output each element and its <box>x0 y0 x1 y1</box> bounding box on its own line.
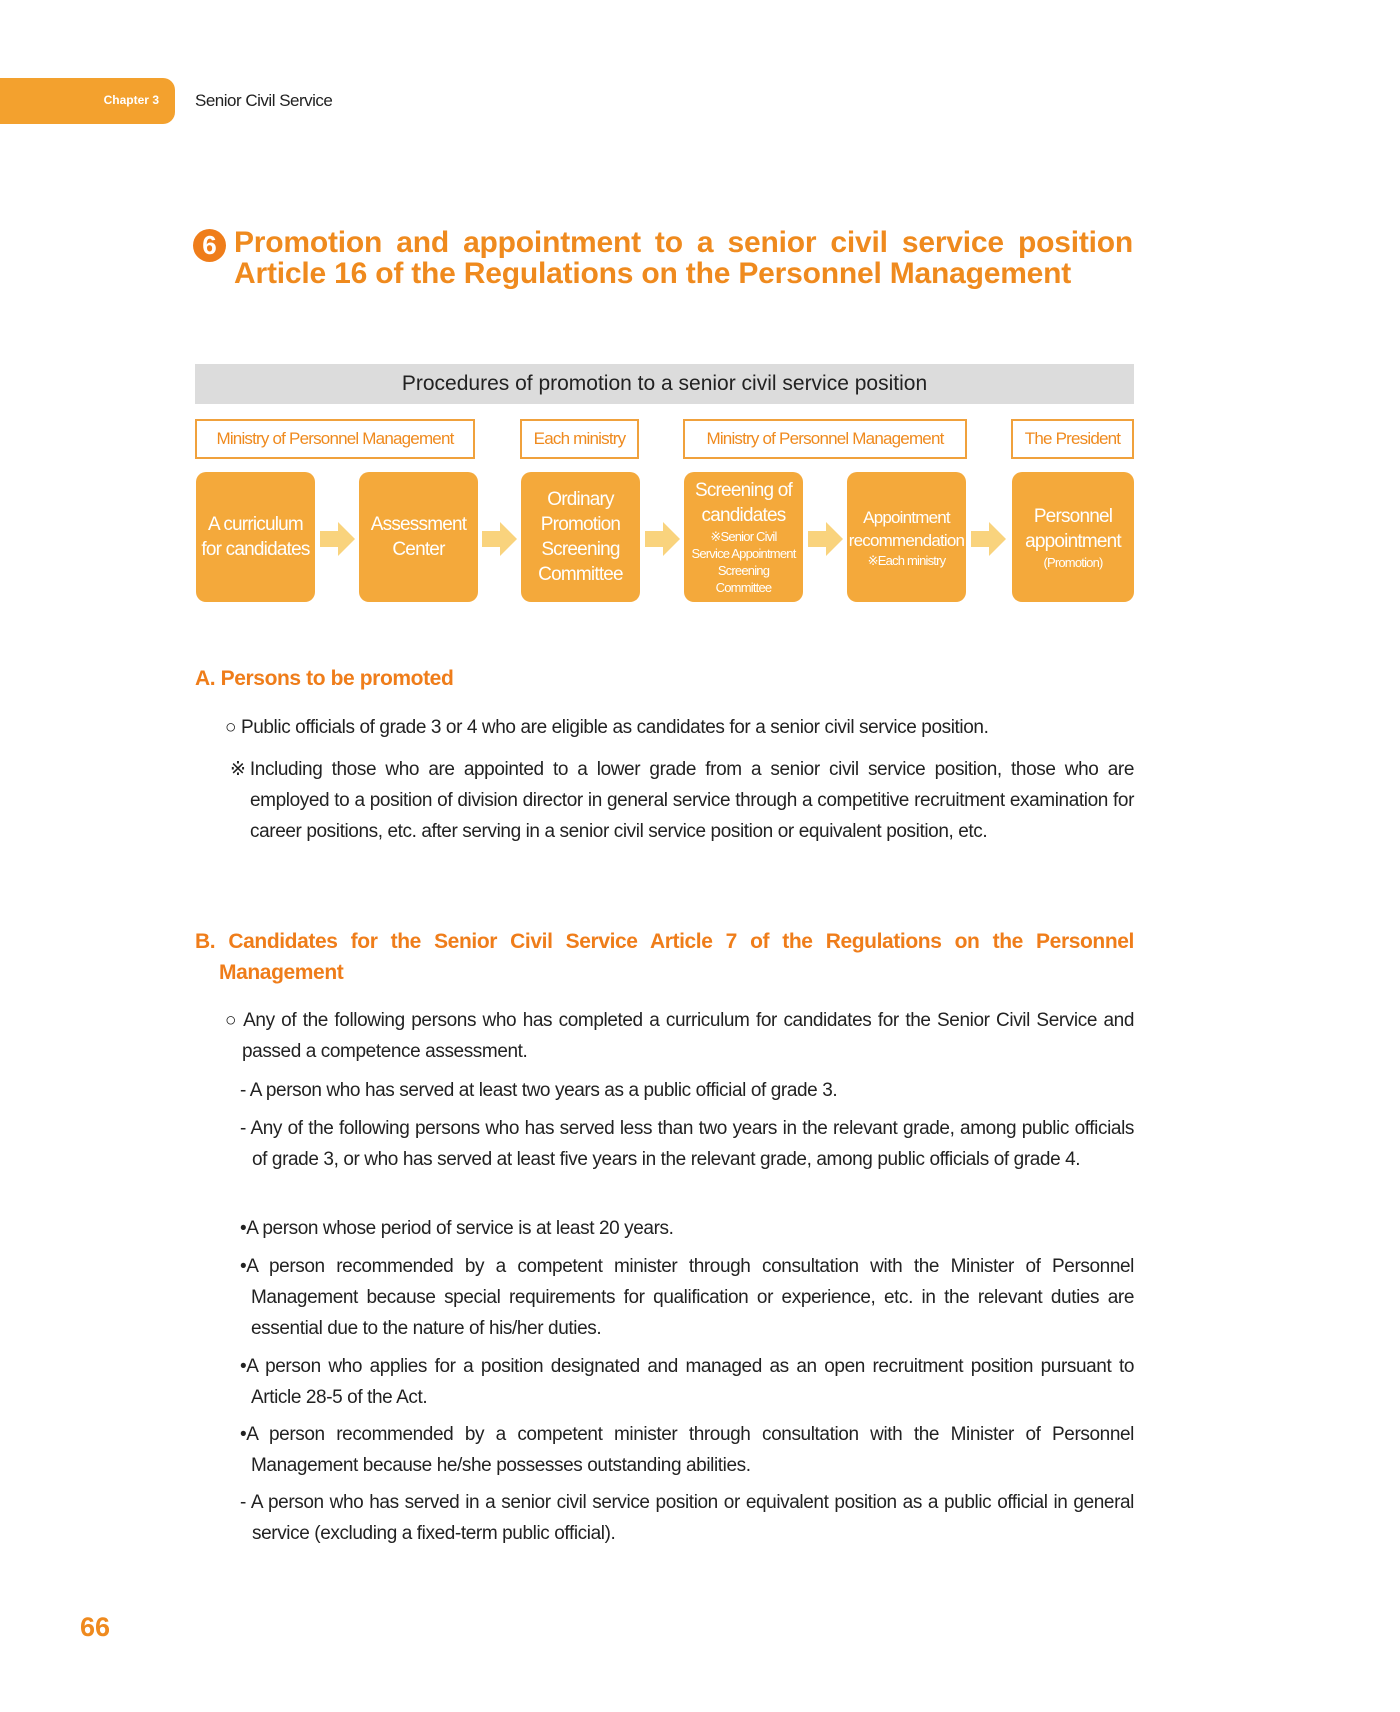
part-b-heading <box>195 926 1134 988</box>
part-b-heading-line1: B. Candidates for the Senior Civil Service Article 7 of the Regulations on the Personnel <box>195 930 1134 953</box>
chapter-tab <box>0 78 175 124</box>
section-number-badge: 6 <box>193 229 226 262</box>
step-screening-of-candidates <box>684 472 803 602</box>
step-curriculum <box>196 472 315 602</box>
part-a-heading: A. Persons to be promoted <box>195 667 454 690</box>
section-title-line2: Article 16 of the Regulations on the Personnel Management <box>234 257 1072 290</box>
step-note: ※Senior Civil Service Appointment Screening Committee <box>691 529 796 595</box>
step-note: (Promotion) <box>1043 554 1103 570</box>
org-box-mpm-2: Ministry of Personnel Management <box>683 419 967 459</box>
step-label: A curriculum for candidates <box>201 514 310 560</box>
part-b-dash-item: - Any of the following persons who has served less than two years in the relevant grade, among public officials of grade 3, or who has served at least five years in the relevant grade, among public officials of grade 4. <box>240 1118 1134 1170</box>
org-box-each-ministry: Each ministry <box>520 419 639 459</box>
arrow-right-icon <box>971 520 1007 558</box>
arrow-right-icon <box>645 520 681 558</box>
step-label: Personnel appointment <box>1025 505 1121 552</box>
step-personnel-appointment <box>1012 472 1134 602</box>
arrow-right-icon <box>482 520 518 558</box>
part-b-bullet-item: •A person recommended by a competent minister through consultation with the Minister of Personnel Management because special requirements for qualification or experience, etc. in the relevant duties are essential due to the nature of his/her duties. <box>240 1256 1134 1339</box>
part-b-bullet-item: •A person who applies for a position designated and managed as an open recruitment position pursuant to Article 28-5 of the Act. <box>240 1356 1134 1408</box>
step-label: Assessment Center <box>370 514 467 560</box>
part-a-note: ※Including those who are appointed to a lower grade from a senior civil service position, those who are employed to a position of division director in general service through a competitive recruitment examination for career positions, etc. after serving in a senior civil service position or equivalent position, etc. <box>230 759 1134 842</box>
arrow-right-icon <box>808 520 844 558</box>
step-label: Screening of candidates <box>694 480 793 526</box>
org-box-president: The President <box>1011 419 1134 459</box>
flowchart-title: Procedures of promotion to a senior civil service position <box>195 364 1134 404</box>
step-ordinary-promotion-committee <box>521 472 640 602</box>
chapter-label: Chapter 3 <box>103 93 159 107</box>
part-b-bullet-item: •A person whose period of service is at least 20 years. <box>240 1218 674 1239</box>
part-b-dash-item: - A person who has served at least two years as a public official of grade 3. <box>240 1080 838 1101</box>
section-title-line1: Promotion and appointment to a senior civil service position <box>234 226 1133 259</box>
step-assessment-center <box>359 472 478 602</box>
step-label: Ordinary Promotion Screening Committee <box>538 489 623 585</box>
step-label: Appointment recommendation <box>848 507 965 550</box>
page-number: 66 <box>80 1612 111 1642</box>
part-b-dash-item: - A person who has served in a senior civil service position or equivalent position as a public official in general service (excluding a fixed-term public official). <box>240 1492 1134 1544</box>
running-title: Senior Civil Service <box>195 91 333 110</box>
arrow-right-icon <box>320 520 356 558</box>
part-b-intro: ○ Any of the following persons who has completed a curriculum for candidates for the Senior Civil Service and passed a competence assessment. <box>225 1010 1134 1062</box>
org-box-mpm-1: Ministry of Personnel Management <box>195 419 475 459</box>
part-a-item: ○ Public officials of grade 3 or 4 who are eligible as candidates for a senior civil service position. <box>225 717 989 738</box>
step-appointment-recommendation <box>847 472 966 602</box>
step-note: ※Each ministry <box>867 552 946 568</box>
part-b-bullet-item: •A person recommended by a competent minister through consultation with the Minister of Personnel Management because he/she possesses outstanding abilities. <box>240 1424 1134 1476</box>
part-b-heading-line2: Management <box>219 961 344 984</box>
